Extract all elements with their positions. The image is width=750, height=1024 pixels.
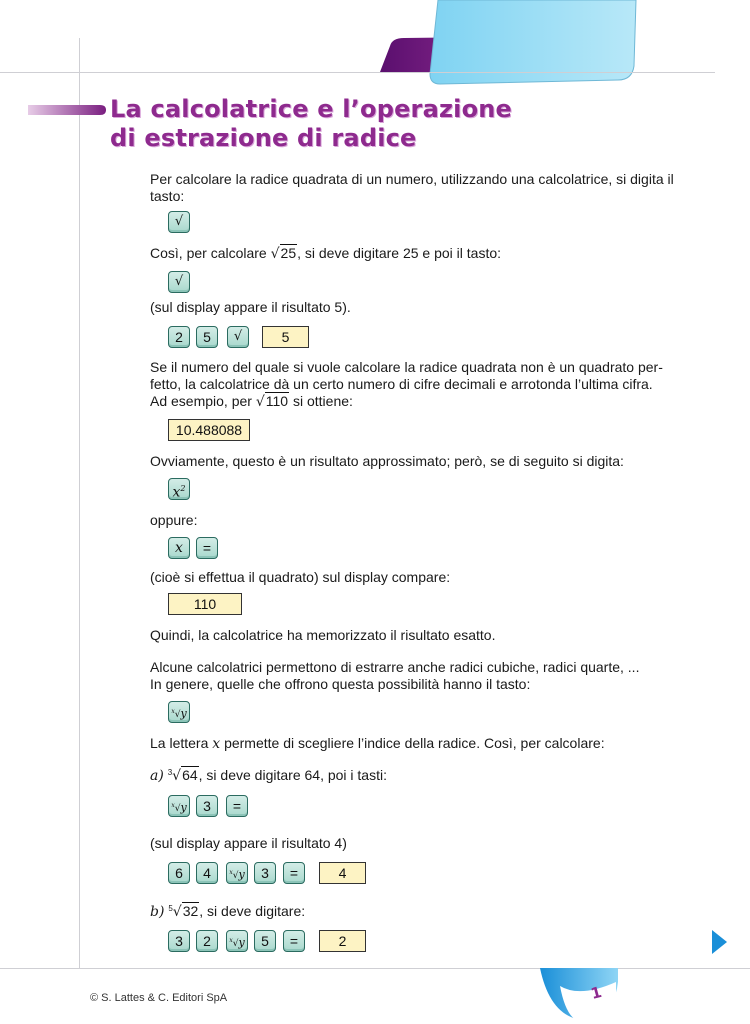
paragraph-example-110 bbox=[150, 393, 695, 411]
xth-root-key-glyph: $^x$√y bbox=[229, 868, 245, 881]
title-line-2: di estrazione di radice bbox=[110, 124, 417, 152]
digit-3-key[interactable]: 3 bbox=[196, 795, 218, 817]
equals-key[interactable]: = bbox=[226, 795, 248, 817]
example-b-index: 5 bbox=[168, 904, 173, 913]
digit-2-key[interactable]: 2 bbox=[196, 930, 218, 952]
left-margin-rule bbox=[79, 38, 80, 968]
paragraph-other-roots-1: Alcune calcolatrici permettono di estrarre anche radici cubiche, radici quarte, ... bbox=[150, 659, 640, 675]
radicand-25: 25 bbox=[280, 245, 297, 261]
xth-root-radicand: y bbox=[180, 707, 187, 720]
sqrt-key[interactable]: √ bbox=[227, 326, 249, 348]
square-key-exponent: 2 bbox=[180, 484, 186, 493]
paragraph-example-25 bbox=[150, 245, 695, 263]
digit-4-key[interactable]: 4 bbox=[196, 862, 218, 884]
paragraph-square-effect: (cioè si effettua il quadrato) sul display compare: bbox=[150, 569, 451, 585]
digit-6-key[interactable]: 6 bbox=[168, 862, 190, 884]
paragraph-non-perfect-2: fetto, la calcolatrice dà un certo numero di cifre decimali e arrotonda l’ultima cifra. bbox=[150, 376, 653, 392]
xth-root-index: x bbox=[171, 802, 175, 809]
paragraph-letter-x bbox=[150, 735, 695, 753]
digit-5-key[interactable]: 5 bbox=[196, 326, 218, 348]
example-25-prefix: Così, per calcolare bbox=[150, 245, 267, 261]
next-page-arrow-icon[interactable] bbox=[712, 930, 728, 954]
bottom-rule bbox=[0, 968, 750, 969]
example-a-label: a) bbox=[150, 768, 164, 784]
display-result-2: 2 bbox=[319, 930, 366, 952]
display-result-5: 5 bbox=[262, 326, 309, 348]
letter-x-prefix: La lettera bbox=[150, 735, 209, 751]
equals-key[interactable]: = bbox=[283, 930, 305, 952]
radical-sign: √ bbox=[270, 246, 280, 262]
example-b-label: b) bbox=[150, 904, 165, 920]
copyright: © S. Lattes & C. Editori SpA bbox=[90, 992, 228, 1004]
square-key[interactable] bbox=[168, 478, 190, 500]
page-number-tab bbox=[540, 968, 620, 1024]
paragraph-result-4: (sul display appare il risultato 4) bbox=[150, 835, 347, 851]
paragraph-approximate: Ovviamente, questo è un risultato approssimato; però, se di seguito si digita: bbox=[150, 453, 624, 469]
xth-root-key-glyph: $^x$√y bbox=[171, 801, 187, 814]
page-number: 1 bbox=[588, 982, 604, 1004]
header-decoration bbox=[0, 0, 750, 100]
xth-root-index: x bbox=[171, 708, 175, 715]
example-b-radicand: 32 bbox=[182, 903, 199, 919]
example-b-suffix: , si deve digitare: bbox=[199, 903, 306, 919]
xth-root-key[interactable] bbox=[226, 862, 248, 884]
xth-root-index: x bbox=[229, 869, 233, 876]
square-key-base: x bbox=[172, 484, 181, 501]
example-b bbox=[150, 903, 695, 922]
equals-key[interactable]: = bbox=[196, 537, 218, 559]
paragraph-oppure: oppure: bbox=[150, 512, 198, 528]
sqrt-key[interactable]: √ bbox=[168, 211, 190, 233]
digit-3-key[interactable]: 3 bbox=[254, 862, 276, 884]
example-25-suffix: , si deve digitare 25 e poi il tasto: bbox=[297, 245, 502, 261]
digit-5-key[interactable]: 5 bbox=[254, 930, 276, 952]
xth-root-key[interactable] bbox=[226, 930, 248, 952]
radicand-110: 110 bbox=[265, 393, 289, 409]
top-rule bbox=[0, 72, 715, 73]
display-result-4: 4 bbox=[319, 862, 366, 884]
example-110-suffix: si ottiene: bbox=[292, 393, 353, 409]
paragraph-other-roots-2: In genere, quelle che offrono questa possibilità hanno il tasto: bbox=[150, 676, 531, 692]
page-title bbox=[110, 95, 512, 153]
xth-root-key-glyph: $^x$√y bbox=[171, 707, 187, 720]
paragraph-intro: Per calcolare la radice quadrata di un numero, utilizzando una calcolatrice, si digita il tasto: bbox=[150, 171, 674, 204]
digit-3-key[interactable]: 3 bbox=[168, 930, 190, 952]
letter-x-variable: x bbox=[212, 736, 221, 752]
paragraph-memorized: Quindi, la calcolatrice ha memorizzato il risultato esatto. bbox=[150, 627, 496, 643]
xth-root-key[interactable] bbox=[168, 701, 190, 723]
example-a bbox=[150, 767, 695, 786]
x-key[interactable]: x bbox=[168, 537, 190, 559]
example-110-prefix: Ad esempio, per bbox=[150, 393, 252, 409]
xth-root-key[interactable] bbox=[168, 795, 190, 817]
equals-key[interactable]: = bbox=[283, 862, 305, 884]
title-line-1: La calcolatrice e l’operazione bbox=[110, 95, 513, 123]
sqrt-key[interactable]: √ bbox=[168, 271, 190, 293]
paragraph-result-5: (sul display appare il risultato 5). bbox=[150, 299, 351, 315]
display-110: 110 bbox=[168, 593, 242, 615]
example-a-suffix: , si deve digitare 64, poi i tasti: bbox=[198, 767, 387, 783]
xth-root-radicand: y bbox=[180, 801, 187, 814]
radical-sign: √ bbox=[172, 904, 182, 920]
radical-sign: √ bbox=[255, 394, 265, 410]
xth-root-key-glyph: $^x$√y bbox=[229, 936, 245, 949]
xth-root-index: x bbox=[229, 937, 233, 944]
paragraph-non-perfect-1: Se il numero del quale si vuole calcolare la radice quadrata non è un quadrato per- bbox=[150, 359, 663, 375]
display-approx: 10.488088 bbox=[168, 419, 250, 441]
title-marker-bar bbox=[28, 101, 108, 119]
letter-x-suffix: permette di scegliere l’indice della radice. Così, per calcolare: bbox=[224, 735, 605, 751]
example-a-radicand: 64 bbox=[182, 767, 198, 783]
xth-root-radicand: y bbox=[238, 936, 245, 949]
digit-2-key[interactable]: 2 bbox=[168, 326, 190, 348]
radical-sign: √ bbox=[172, 768, 182, 784]
example-a-index: 3 bbox=[167, 768, 173, 777]
xth-root-radicand: y bbox=[238, 868, 245, 881]
